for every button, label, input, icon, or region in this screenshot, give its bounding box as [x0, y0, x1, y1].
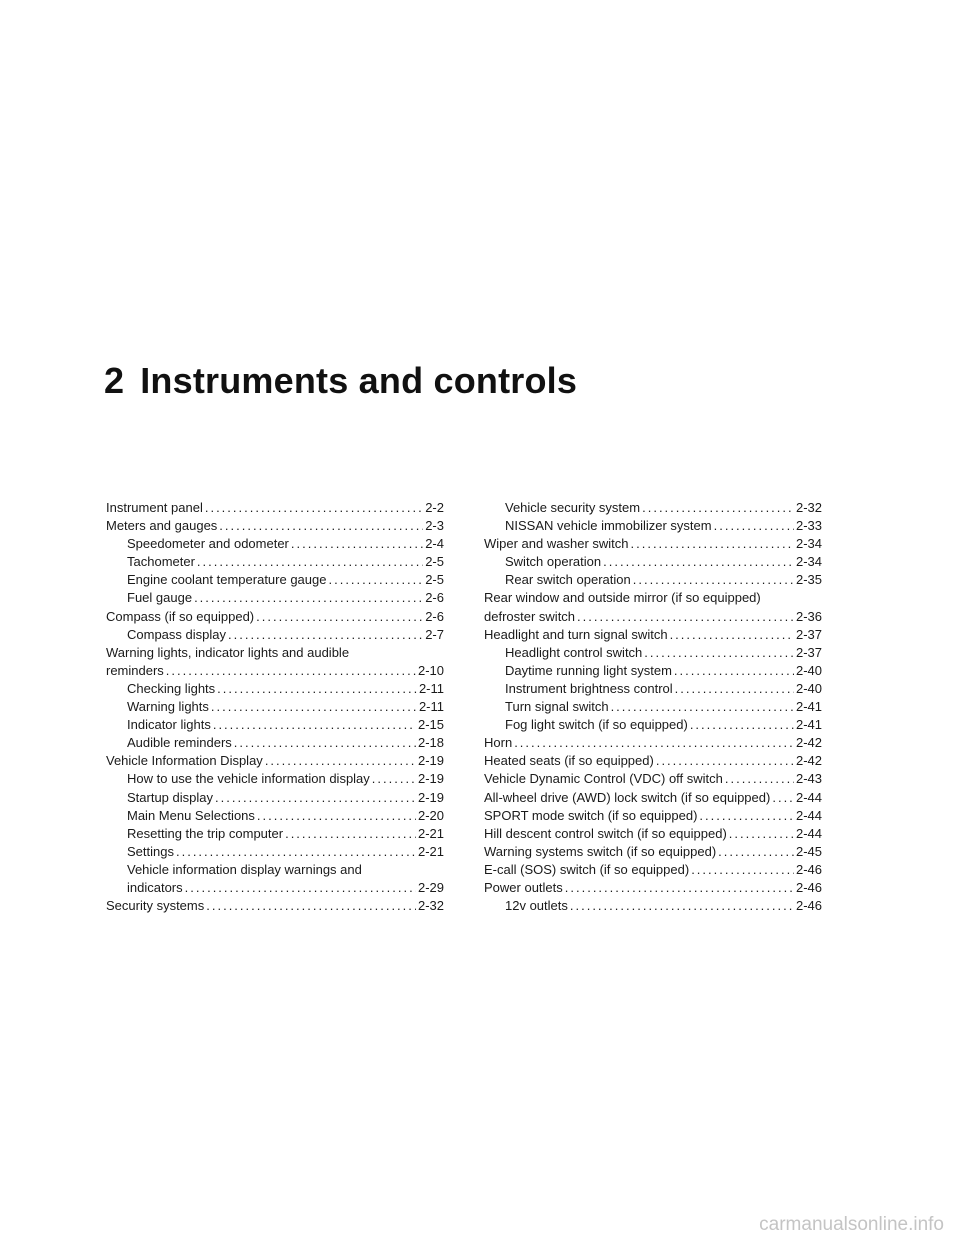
toc-entry[interactable] [484, 879, 822, 897]
chapter-number: 2 [104, 360, 125, 401]
toc-entry-title: Resetting the trip computer [127, 825, 284, 841]
toc-entry-page: 2-44 [795, 825, 822, 841]
toc-entry[interactable] [106, 897, 444, 915]
chapter-heading: Instruments and controls [140, 360, 578, 401]
toc-entry-page: 2-2 [425, 500, 444, 515]
toc-leader-dots [197, 553, 423, 571]
toc-entry-page: 2-43 [795, 771, 822, 787]
toc-entry-title: Vehicle Dynamic Control (VDC) off switch [484, 771, 723, 787]
toc-leader-dots [603, 553, 794, 571]
toc-entry-page: 2-6 [425, 608, 444, 624]
toc-leader-dots [228, 626, 423, 644]
toc-entry-page: 2-42 [795, 735, 822, 751]
toc-entry[interactable] [484, 626, 822, 644]
toc-leader-dots [674, 662, 794, 680]
toc-entry-page: 2-5 [425, 554, 444, 570]
toc-entry-page: 2-42 [795, 753, 822, 769]
toc-entry-page: 2-6 [425, 590, 444, 606]
toc-entry-page: 2-4 [425, 536, 444, 552]
toc-left-column [106, 499, 444, 915]
toc-leader-dots [656, 752, 794, 770]
toc-entry-page: 2-37 [795, 644, 822, 660]
toc-entry-title: Compass display [127, 626, 226, 642]
toc-leader-dots [219, 517, 423, 535]
toc-entry[interactable] [106, 752, 444, 770]
toc-entry[interactable] [484, 825, 822, 843]
toc-entry-title: Compass (if so equipped) [106, 608, 255, 624]
toc-leader-dots [772, 789, 794, 807]
toc-entry-title: Vehicle information display warnings and [127, 861, 362, 877]
toc-leader-dots [690, 716, 794, 734]
toc-leader-dots [565, 879, 794, 897]
toc-entry-page: 2-46 [795, 861, 822, 877]
toc-entry-title: Headlight control switch [505, 644, 643, 660]
toc-entry[interactable] [484, 843, 822, 861]
toc-leader-dots [206, 897, 416, 915]
toc-entry-title: reminders [106, 662, 164, 678]
toc-entry-title: Fuel gauge [127, 590, 193, 606]
toc-entry[interactable] [484, 789, 822, 807]
toc-entry-title: E-call (SOS) switch (if so equipped) [484, 861, 690, 877]
toc-leader-dots [166, 662, 416, 680]
toc-leader-dots [265, 752, 416, 770]
toc-entry-page: 2-41 [795, 699, 822, 715]
toc-entry-page: 2-40 [795, 680, 822, 696]
toc-entry-page: 2-19 [417, 753, 444, 769]
toc-entry-title: SPORT mode switch (if so equipped) [484, 807, 698, 823]
toc-entry[interactable] [106, 535, 444, 553]
toc-entry-page: 2-46 [795, 898, 822, 914]
toc-leader-dots [256, 608, 423, 626]
toc-entry-page: 2-34 [795, 554, 822, 570]
toc-entry-title: Turn signal switch [505, 699, 609, 715]
toc-entry-title: Security systems [106, 898, 205, 914]
toc-entry[interactable] [106, 789, 444, 807]
chapter-title [104, 360, 577, 402]
toc-entry-title: Vehicle Information Display [106, 753, 263, 769]
toc-entry-page: 2-19 [417, 771, 444, 787]
toc-entry[interactable] [106, 608, 444, 626]
toc-entry-title: 12v outlets [505, 898, 568, 914]
toc-entry-title: Daytime running light system [505, 662, 672, 678]
toc-entry-title: NISSAN vehicle immobilizer system [505, 518, 712, 534]
toc-entry-page: 2-40 [795, 662, 822, 678]
toc-entry-title: Warning systems switch (if so equipped) [484, 843, 717, 859]
toc-leader-dots [328, 571, 423, 589]
toc-entry-page: 2-21 [417, 825, 444, 841]
toc-entry[interactable] [484, 897, 822, 915]
toc-entry[interactable] [106, 716, 444, 734]
toc-entry-title: Meters and gauges [106, 518, 218, 534]
toc-entry-title: Checking lights [127, 680, 216, 696]
toc-leader-dots [257, 807, 416, 825]
toc-leader-dots [185, 879, 416, 897]
toc-leader-dots [577, 608, 794, 626]
toc-entry-page: 2-36 [795, 608, 822, 624]
toc-entry[interactable] [106, 770, 444, 788]
toc-leader-dots [633, 571, 794, 589]
toc-entry-page: 2-33 [795, 518, 822, 534]
toc-leader-dots [194, 589, 423, 607]
toc-leader-dots [729, 825, 794, 843]
toc-entry-title: Engine coolant temperature gauge [127, 572, 327, 588]
toc-entry-page: 2-7 [425, 626, 444, 642]
toc-entry[interactable] [106, 698, 444, 716]
toc-entry[interactable] [484, 807, 822, 825]
toc-right-column [484, 499, 822, 915]
toc-entry[interactable] [484, 517, 822, 535]
toc-entry[interactable] [106, 662, 444, 680]
toc-leader-dots [670, 626, 794, 644]
toc-entry-title: Audible reminders [127, 735, 232, 751]
toc-entry-title: Startup display [127, 789, 213, 805]
toc-entry-page: 2-35 [795, 572, 822, 588]
toc-entry-page: 2-45 [795, 843, 822, 859]
toc-entry-title: Wiper and washer switch [484, 536, 629, 552]
toc-leader-dots [215, 789, 416, 807]
toc-entry[interactable] [106, 553, 444, 571]
toc-leader-dots [217, 680, 417, 698]
toc-entry[interactable] [484, 644, 822, 662]
toc-entry-title: Headlight and turn signal switch [484, 626, 668, 642]
toc-entry-page: 2-46 [795, 879, 822, 895]
toc-entry-title: Instrument panel [106, 500, 203, 515]
toc-entry-page: 2-11 [418, 699, 444, 715]
toc-entry[interactable] [484, 752, 822, 770]
toc-entry-title: Rear window and outside mirror (if so equipped) [484, 590, 761, 606]
toc-entry[interactable] [484, 571, 822, 589]
toc-entry-page: 2-21 [417, 843, 444, 859]
toc-leader-dots [213, 716, 416, 734]
toc-entry-title: Power outlets [484, 879, 563, 895]
toc-entry-title: Speedometer and odometer [127, 536, 289, 552]
toc-entry[interactable] [484, 680, 822, 698]
toc-leader-dots [699, 807, 794, 825]
toc-leader-dots [285, 825, 416, 843]
toc-entry[interactable] [106, 825, 444, 843]
toc-entry-title: Rear switch operation [505, 572, 631, 588]
toc-entry[interactable] [484, 662, 822, 680]
toc-entry-page: 2-32 [795, 500, 822, 515]
toc-entry[interactable] [106, 680, 444, 698]
toc-entry-page: 2-10 [417, 662, 444, 678]
toc-entry[interactable] [484, 861, 822, 879]
toc-leader-dots [372, 770, 416, 788]
toc-leader-dots [234, 734, 416, 752]
toc-entry-title: Switch operation [505, 554, 602, 570]
toc-entry[interactable] [484, 608, 822, 626]
toc-entry-title: How to use the vehicle information display [127, 771, 370, 787]
toc-entry-title: Warning lights, indicator lights and audible [106, 644, 350, 660]
toc-leader-dots [725, 770, 794, 788]
toc-entry-page: 2-44 [795, 807, 822, 823]
toc-leader-dots [176, 843, 416, 861]
toc-entry-title: defroster switch [484, 608, 576, 624]
toc-entry[interactable] [106, 626, 444, 644]
toc-entry-title: Settings [127, 843, 174, 859]
toc-leader-dots [211, 698, 417, 716]
toc-entry-page: 2-41 [795, 717, 822, 733]
toc-entry[interactable] [106, 843, 444, 861]
toc-entry-page: 2-37 [795, 626, 822, 642]
toc-entry[interactable] [106, 879, 444, 897]
toc-entry[interactable] [106, 589, 444, 607]
toc-leader-dots [675, 680, 794, 698]
toc-entry-title: Indicator lights [127, 717, 211, 733]
toc-entry-page: 2-11 [418, 680, 444, 696]
toc-entry-page: 2-3 [425, 518, 444, 534]
toc-entry[interactable] [106, 861, 444, 879]
toc-entry-title: Main Menu Selections [127, 807, 255, 823]
toc-entry-page: 2-5 [425, 572, 444, 588]
toc-entry-page: 2-19 [417, 789, 444, 805]
toc-entry[interactable] [484, 499, 822, 517]
toc-leader-dots [611, 698, 794, 716]
toc-entry[interactable] [106, 807, 444, 825]
toc-entry-page: 2-29 [417, 879, 444, 895]
toc-entry-title: Heated seats (if so equipped) [484, 753, 654, 769]
toc-entry[interactable] [484, 770, 822, 788]
toc-entry-title: indicators [127, 879, 183, 895]
toc-entry-title: Instrument brightness control [505, 680, 673, 696]
toc-entry-title: Horn [484, 735, 513, 751]
toc-entry[interactable] [484, 716, 822, 734]
toc-leader-dots [714, 517, 794, 535]
toc-leader-dots [570, 897, 794, 915]
toc-entry[interactable] [484, 535, 822, 553]
toc-entry-page: 2-20 [417, 807, 444, 823]
toc-entry-title: Hill descent control switch (if so equipped) [484, 825, 727, 841]
toc-entry[interactable] [106, 734, 444, 752]
toc-entry[interactable] [106, 644, 444, 662]
toc-entry[interactable] [484, 698, 822, 716]
toc-entry-title: Fog light switch (if so equipped) [505, 717, 688, 733]
toc-entry-title: Tachometer [127, 554, 195, 570]
toc-leader-dots [644, 644, 794, 662]
toc-entry-page: 2-18 [417, 735, 444, 751]
toc-leader-dots [291, 535, 423, 553]
toc-leader-dots [718, 843, 794, 861]
toc-entry-page: 2-32 [417, 898, 444, 914]
toc-entry-title: Warning lights [127, 699, 209, 715]
toc-leader-dots [691, 861, 794, 879]
toc-entry-title: All-wheel drive (AWD) lock switch (if so equipped) [484, 789, 771, 805]
toc-entry-title: Vehicle security system [505, 500, 641, 515]
toc-entry[interactable] [484, 734, 822, 752]
toc-entry[interactable] [106, 571, 444, 589]
toc-entry-page: 2-44 [795, 789, 822, 805]
watermark: carmanualsonline.info [759, 1214, 944, 1235]
toc-entry[interactable] [106, 499, 444, 517]
toc-leader-dots [514, 734, 794, 752]
toc-entry[interactable] [106, 517, 444, 535]
toc-leader-dots [205, 499, 423, 517]
toc-entry-page: 2-34 [795, 536, 822, 552]
toc-leader-dots [642, 499, 794, 517]
toc-entry-page: 2-15 [417, 717, 444, 733]
toc-entry[interactable] [484, 589, 822, 607]
toc-entry[interactable] [484, 553, 822, 571]
toc-leader-dots [631, 535, 794, 553]
